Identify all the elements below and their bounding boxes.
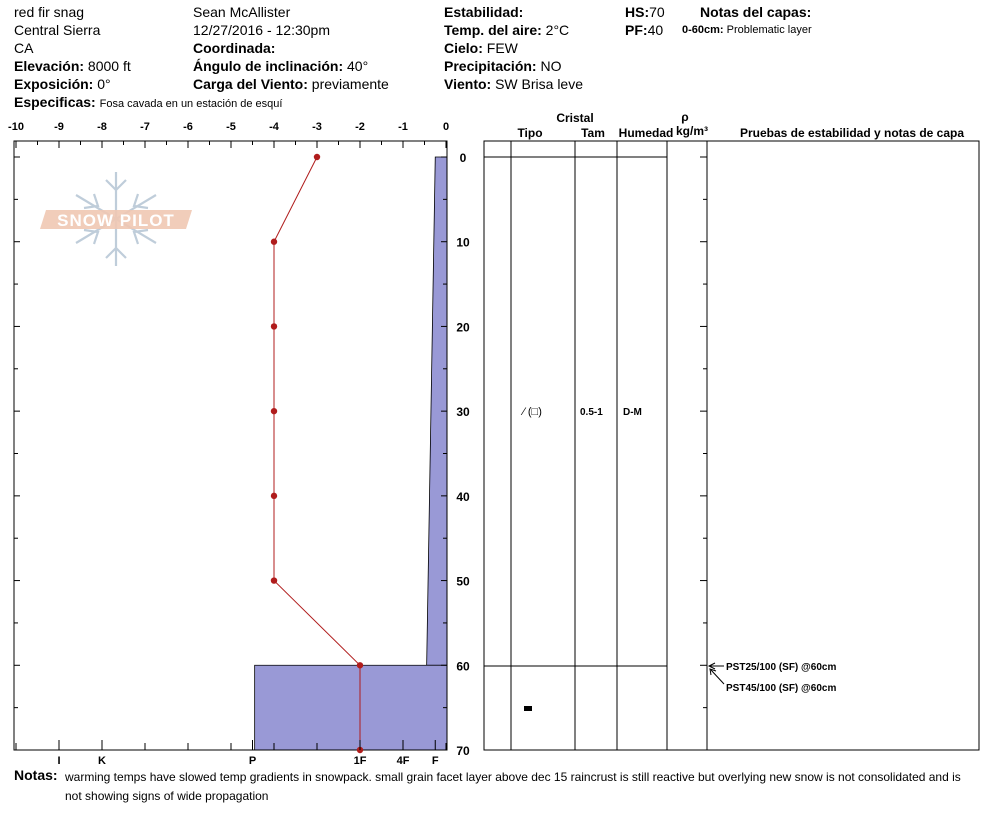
chart-frame xyxy=(14,141,447,750)
layer-note-range: 0-60cm: xyxy=(682,24,724,36)
aspect-label: Exposición: xyxy=(14,76,94,92)
temperature-line xyxy=(274,157,360,750)
air-temp-value: 2°C xyxy=(545,22,570,38)
temperature-point-5 xyxy=(271,577,277,583)
temp-tick-label-3: -7 xyxy=(140,121,150,133)
state-name: CA xyxy=(14,40,34,56)
wind-label: Viento: xyxy=(444,76,492,92)
temp-tick-label-5: -5 xyxy=(226,121,236,133)
temperature-point-0 xyxy=(314,154,320,160)
humedad-header: Humedad xyxy=(618,126,674,140)
hardness-label-5: F xyxy=(431,755,439,767)
hardness-label-4: 4F xyxy=(396,755,410,767)
hardness-label-1: K xyxy=(98,755,106,767)
observer-name: Sean McAllister xyxy=(193,4,291,20)
hardness-label-3: 1F xyxy=(353,755,367,767)
depth-tick-label-4: 40 xyxy=(456,489,470,504)
specifics-label: Especificas: xyxy=(14,94,96,110)
precip-value: NO xyxy=(540,58,562,74)
notes-label: Notas: xyxy=(14,767,58,783)
temp-tick-label-7: -3 xyxy=(312,121,322,133)
temp-tick-label-0: -10 xyxy=(8,121,24,133)
depth-tick-label-0: 0 xyxy=(459,151,467,165)
aspect-value: 0° xyxy=(97,76,111,92)
location-name: red fir snag xyxy=(14,4,85,20)
layer-notes-label: Notas del capas: xyxy=(700,4,812,20)
density-unit-header: kg/m³ xyxy=(675,124,709,138)
temp-tick-label-2: -8 xyxy=(97,121,107,133)
logo-text: SNOW PILOT xyxy=(57,211,175,230)
specifics-value: Fosa cavada en un estación de esquí xyxy=(99,98,283,110)
sky-label: Cielo: xyxy=(444,40,483,56)
layer-note-text: Problematic layer xyxy=(726,24,812,36)
hs-label: HS: xyxy=(625,4,650,20)
temperature-point-3 xyxy=(271,408,277,414)
stratigraphy-table xyxy=(484,141,979,750)
depth-tick-label-3: 30 xyxy=(456,405,470,420)
observation-datetime: 12/27/2016 - 12:30pm xyxy=(193,22,330,38)
temp-tick-label-6: -4 xyxy=(269,121,279,133)
air-temp-label: Temp. del aire: xyxy=(444,22,542,38)
wind-load-label: Carga del Viento: xyxy=(193,76,308,92)
temperature-point-2 xyxy=(271,323,277,329)
tests-header: Pruebas de estabilidad y notas de capa xyxy=(739,126,965,140)
wind-load-value: previamente xyxy=(311,76,389,92)
depth-tick-label-5: 50 xyxy=(456,574,470,589)
temp-tick-label-1: -9 xyxy=(54,121,64,133)
range-name: Central Sierra xyxy=(14,22,101,38)
precip-label: Precipitación: xyxy=(444,58,537,74)
depth-tick-label-2: 20 xyxy=(456,320,470,335)
slope-value: 40° xyxy=(347,58,369,74)
sky-value: FEW xyxy=(486,40,518,56)
depth-tick-label-1: 10 xyxy=(456,235,470,250)
wind-value: SW Brisa leve xyxy=(495,76,584,92)
temp-tick-label-8: -2 xyxy=(355,121,365,133)
tam-header: Tam xyxy=(581,126,605,140)
coord-label: Coordinada: xyxy=(193,40,276,56)
test-arrows xyxy=(709,663,724,684)
depth-tick-label-6: 60 xyxy=(456,659,470,674)
rho-header: ρ xyxy=(681,110,689,124)
hs-value: 70 xyxy=(649,4,665,20)
stability-test-1: PST25/100 (SF) @60cm xyxy=(726,662,837,673)
layer-tam: 0.5-1 xyxy=(580,407,603,418)
notes-text: warming temps have slowed temp gradients in snowpack. small grain facet layer above dec 15 raincrust is still reactive but overlying new snow is not consolidated and is not showing signs of wide propagation xyxy=(65,770,961,803)
temp-tick-label-9: -1 xyxy=(398,121,408,133)
pf-label: PF: xyxy=(625,22,648,38)
cristal-header: Cristal xyxy=(556,111,594,125)
layer-marker xyxy=(524,706,532,711)
temperature-point-1 xyxy=(271,239,277,245)
layer-humedad: D-M xyxy=(623,407,642,418)
hardness-bar-1 xyxy=(255,665,447,750)
temperature-point-4 xyxy=(271,493,277,499)
stability-test-2: PST45/100 (SF) @60cm xyxy=(726,683,837,694)
temp-tick-label-4: -6 xyxy=(183,121,193,133)
elevation-label: Elevación: xyxy=(14,58,85,74)
pf-value: 40 xyxy=(647,22,664,38)
hardness-label-2: P xyxy=(248,755,257,767)
hardness-label-0: I xyxy=(57,755,61,767)
elevation-value: 8000 ft xyxy=(87,58,131,74)
temp-tick-label-10: 0 xyxy=(442,121,450,133)
temperature-point-6 xyxy=(357,662,363,668)
layer-tipo-symbol: ⁄ (□) xyxy=(523,406,542,418)
depth-tick-label-7: 70 xyxy=(456,744,470,758)
tipo-header: Tipo xyxy=(517,126,543,140)
slope-label: Ángulo de inclinación: xyxy=(193,58,344,74)
stability-label: Estabilidad: xyxy=(444,4,524,20)
